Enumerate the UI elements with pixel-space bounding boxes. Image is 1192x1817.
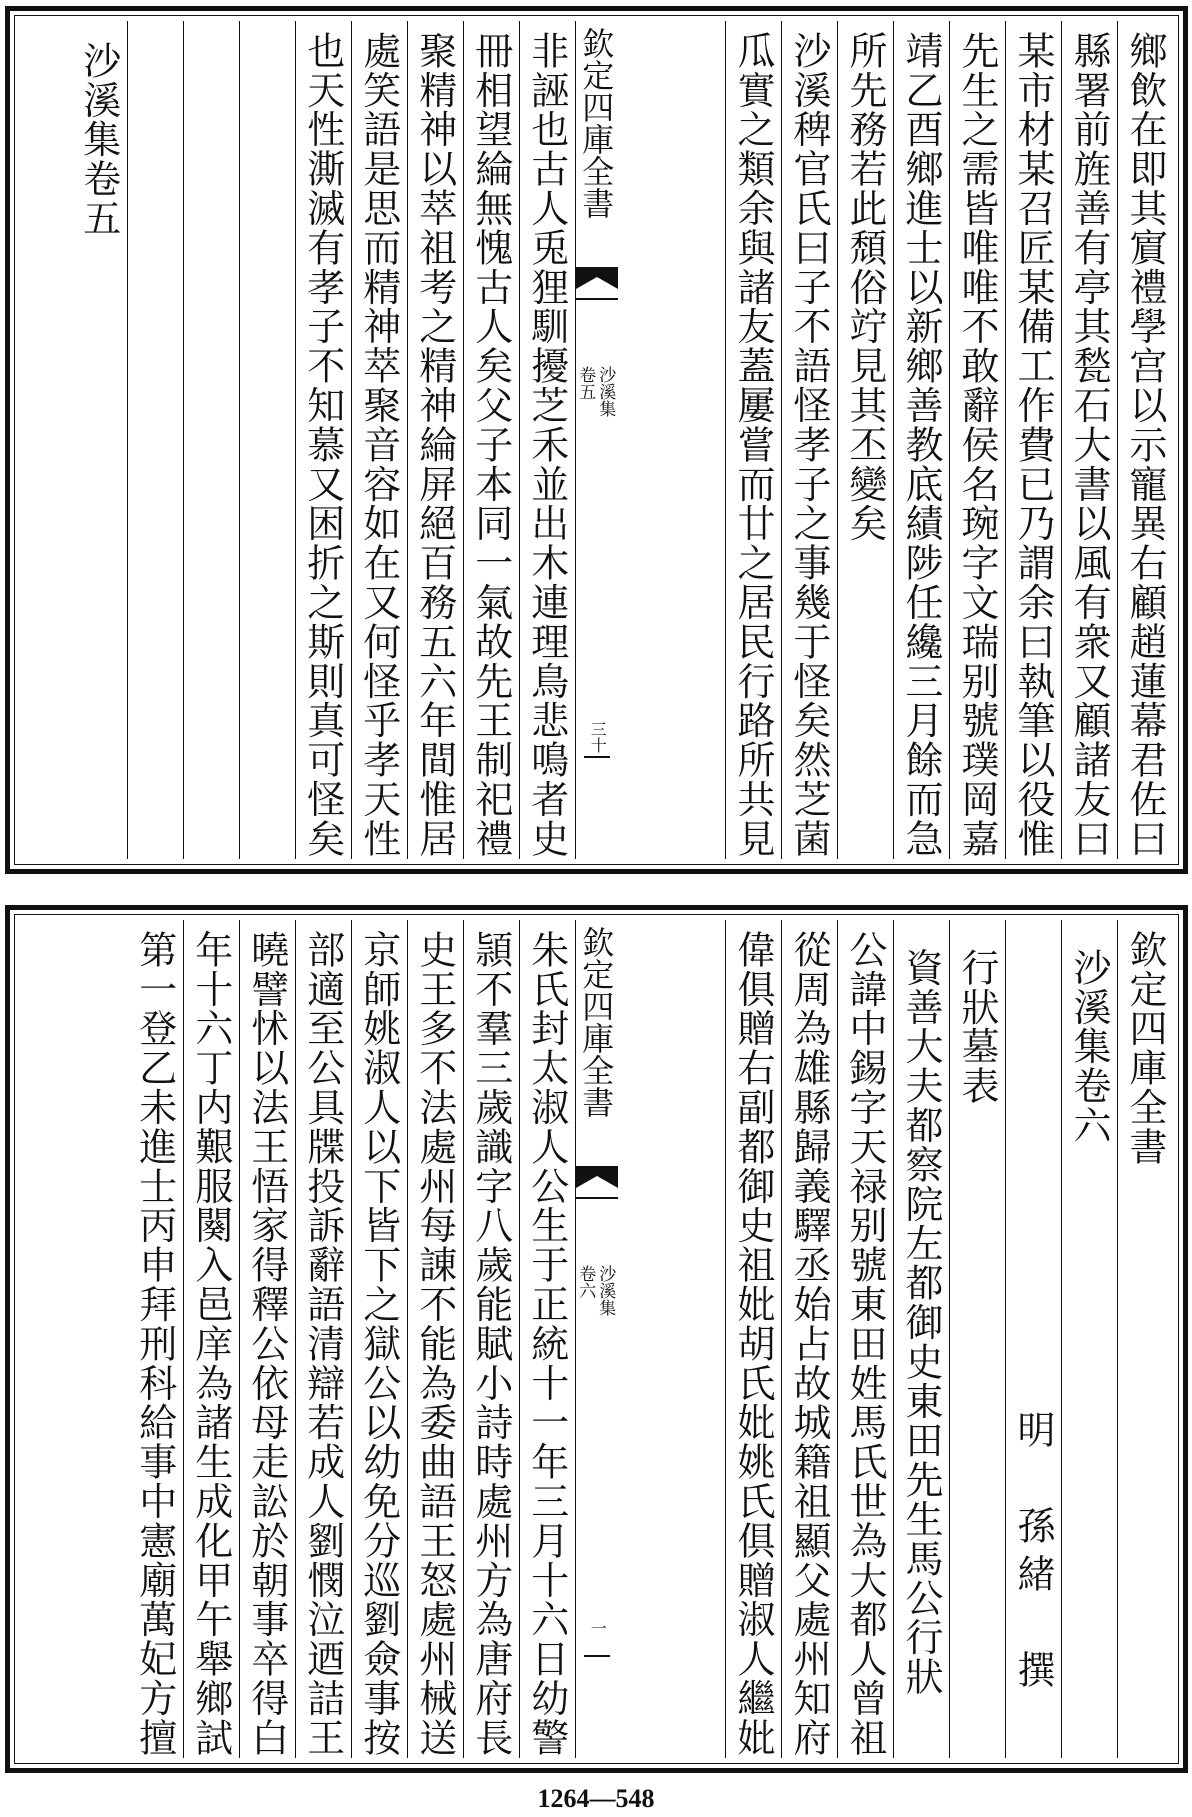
center-divider: [584, 756, 611, 758]
text-column: 冊相望綸無愧古人矣父子本同一氣故先王制祀禮: [463, 21, 519, 859]
text-column: 所先務若此頹俗竚見其丕變矣: [837, 21, 893, 859]
text-column: 沙溪稗官氏曰子不語怪孝子之事幾于怪矣然芝菌: [781, 21, 837, 859]
text-column: 公諱中錫字天禄别號東田姓馬氏世為大都人曾祖: [837, 920, 893, 1758]
volume-end-title: 沙溪集卷五: [76, 41, 121, 238]
author-line: 明 孫緒 撰: [1005, 920, 1061, 1758]
text-column: 縣署前旌善有亭其甃石大書以風有衆又顧諸友曰: [1061, 21, 1117, 859]
center-volume-number: 卷五: [575, 366, 596, 400]
center-fold-strip: [575, 21, 619, 859]
fishtail-mark-icon: [576, 1166, 618, 1206]
center-page-number: 三十: [588, 721, 608, 753]
empty-column: [127, 21, 183, 859]
text-column: 曉譬怵以法王悟家得釋公依母走訟於朝事卒得白: [239, 920, 295, 1758]
text-column: 某市材某召匠某備工作費已乃謂余曰執筆以役惟: [1005, 21, 1061, 859]
center-volume-number: 卷六: [575, 1265, 596, 1299]
text-column: 靖乙酉鄉進士以新鄉善教底績陟任纔三月餘而急: [893, 21, 949, 859]
empty-column: [239, 21, 295, 859]
center-fold-strip: [575, 920, 619, 1758]
text-column: 聚精神以萃祖考之精神綸屏絕百務五六年間惟居: [407, 21, 463, 859]
text-column: 瓜實之類余與諸友蓋屢嘗而廿之居民行路所共見: [725, 21, 781, 859]
top-right-half: [618, 21, 1173, 859]
text-column: 朱氏封太淑人公生于正統十一年三月十六日幼警: [519, 920, 575, 1758]
volume-title: 沙溪集卷六: [1061, 920, 1117, 1758]
top-page-frame: [5, 6, 1188, 874]
center-collection-name: 沙溪集: [595, 366, 616, 417]
text-column: 史王多不法處州每諌不能為委曲語王怒處州械送: [407, 920, 463, 1758]
text-column: 偉俱贈右副都御史祖妣胡氏妣姚氏俱贈淑人繼妣: [725, 920, 781, 1758]
text-column: 處笑語是思而精神萃聚音容如在又何怪乎孝天性: [351, 21, 407, 859]
fishtail-mark-icon: [576, 267, 618, 307]
center-collection-name: 沙溪集: [595, 1265, 616, 1316]
bottom-right-half: [618, 920, 1173, 1758]
center-book-title: 欽定四庫全書: [577, 926, 616, 1118]
text-column: 從周為雄縣歸義驛丞始占故城籍祖顯父處州知府: [781, 920, 837, 1758]
top-page-text-area: [20, 21, 1173, 859]
text-column: 非誣也古人兎狸馴擾芝禾並出木連理鳥悲鳴者史: [519, 21, 575, 859]
center-volume-label: [575, 366, 616, 417]
text-column: 鄉飲在即其賔禮學宫以示寵異右顧趙蓮幕君佐曰: [1117, 21, 1173, 859]
text-column: 第一登乙未進士丙申拜刑科給事中憲廟萬妃方擅: [132, 930, 177, 1758]
text-column: 頴不羣三歲識字八歲能賦小詩時處州方為唐府長: [463, 920, 519, 1758]
text-column: 部適至公具牒投訴辭語清辯若成人劉憫泣迺詰王: [295, 920, 351, 1758]
page-footer-number: 1264—548: [537, 1784, 655, 1813]
text-column: 也天性澌滅有孝子不知慕又困折之斯則真可怪矣: [295, 21, 351, 859]
center-page-number: 一: [588, 1620, 608, 1636]
text-column: 京師姚淑人以下皆下之獄公以幼免分巡劉僉事按: [351, 920, 407, 1758]
book-title: 欽定四庫全書: [1117, 920, 1173, 1758]
text-column: 年十六丁内艱服闋入邑庠為諸生成化甲午舉鄉試: [183, 920, 239, 1758]
chapter-title: 資善大夫都察院左都御史東田先生馬公行狀: [893, 920, 949, 1758]
text-column: 先生之需皆唯唯不敢辭侯名琬字文瑞别號璞岡嘉: [949, 21, 1005, 859]
bottom-left-half: [20, 920, 575, 1758]
bottom-page-frame: [5, 905, 1188, 1773]
bottom-page-text-area: [20, 920, 1173, 1758]
center-book-title: 欽定四庫全書: [577, 27, 616, 219]
top-left-half: [20, 21, 575, 859]
empty-column: [183, 21, 239, 859]
center-divider: [584, 1655, 611, 1657]
center-volume-label: [575, 1265, 616, 1316]
section-heading: 行狀墓表: [949, 920, 1005, 1758]
